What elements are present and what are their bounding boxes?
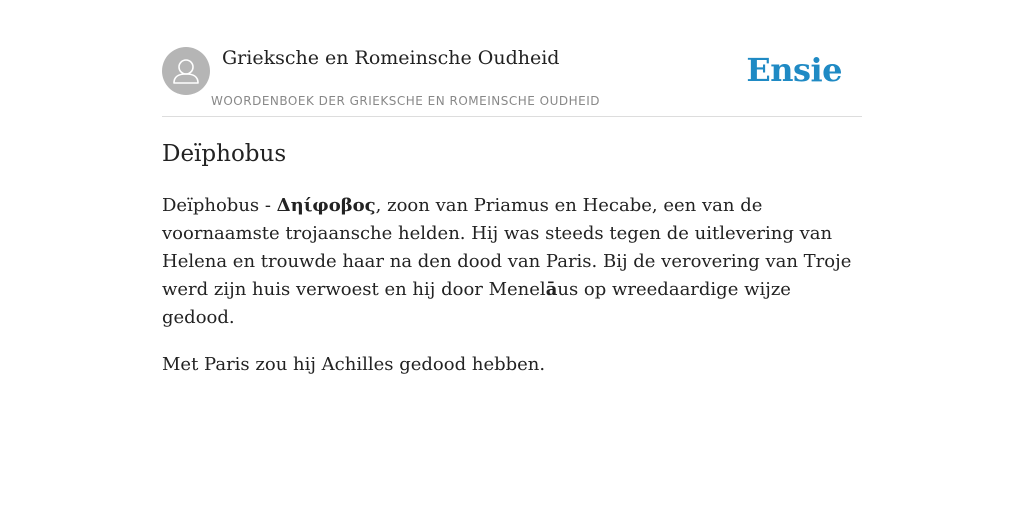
page-container bbox=[162, 0, 862, 375]
avatar[interactable] bbox=[162, 47, 210, 95]
source-title[interactable]: Grieksche en Romeinsche Oudheid bbox=[222, 47, 560, 69]
source-subtitle: WOORDENBOEK DER GRIEKSCHE EN ROMEINSCHE OUDHEID bbox=[211, 94, 601, 108]
entry-title: Deïphobus bbox=[162, 141, 287, 167]
entry-text-b: us op wreedaardige wijze gedood. bbox=[162, 279, 791, 328]
entry-text-a: , zoon van Priamus en Hecabe, een van de voornaamste trojaansche helden. Hij was steeds tegen de uitlevering van Helena en trouwde haar na den dood van Paris. Bij de verovering van Troje werd zijn huis verwoest en hij door Menel bbox=[162, 195, 852, 300]
macron-letter: ā bbox=[545, 279, 558, 300]
user-icon bbox=[162, 47, 210, 95]
header bbox=[162, 0, 862, 117]
greek-name: Δηίφοβος bbox=[276, 195, 376, 216]
ensie-logo[interactable]: Ensie bbox=[746, 51, 842, 89]
entry-paragraph-2: Met Paris zou hij Achilles gedood hebben. bbox=[162, 354, 546, 375]
entry-body bbox=[162, 192, 862, 379]
entry-lead: Deïphobus - bbox=[162, 195, 277, 216]
entry-paragraph-1 bbox=[162, 192, 862, 332]
